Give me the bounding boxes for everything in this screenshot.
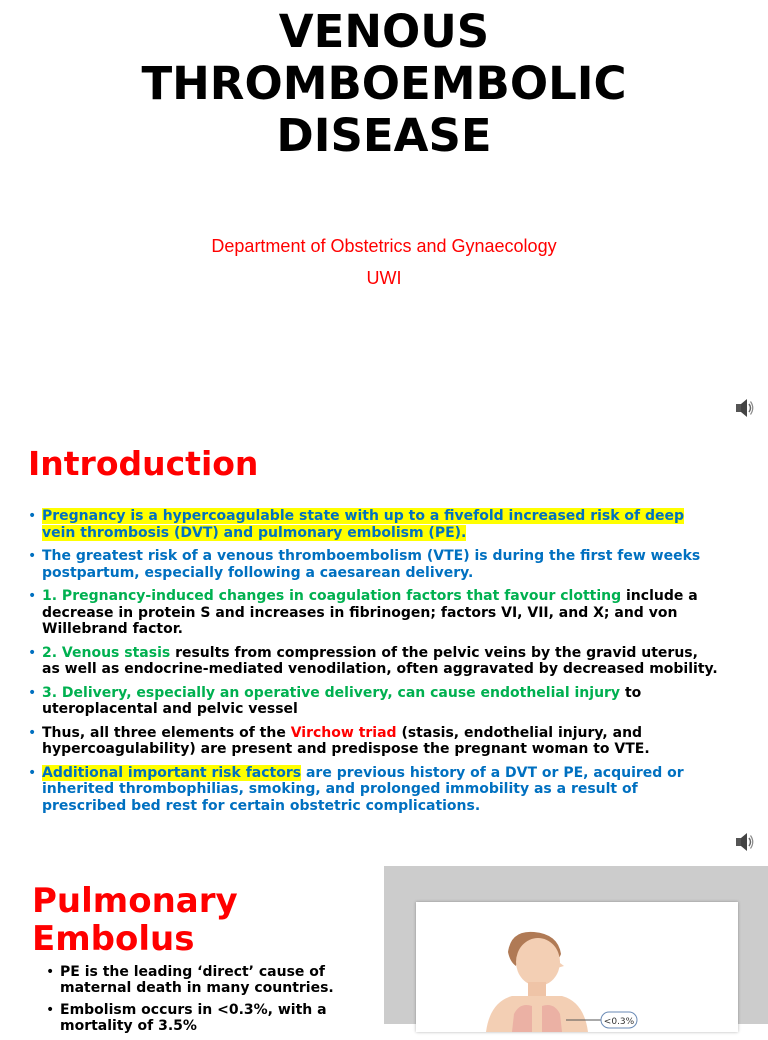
list-item: • 1. Pregnancy-induced changes in coagulation factors that favour clotting include a decrease in protein S and increases in fibrinogen; factors VI, VII, and X; and von Willebrand factor. [28, 588, 698, 637]
list-item: • 2. Venous stasis results from compression of the pelvic veins by the gravid uterus, as well as endocrine-mediated venodilation, often aggravated by decreased mobility. [28, 644, 718, 677]
list-item: • 3. Delivery, especially an operative delivery, can cause endothelial injury to uteroplacental and pelvic vessel [28, 684, 642, 717]
title-line: THROMBOEMBOLIC [141, 57, 627, 110]
bullet-text: Thus, all three elements of the [42, 724, 286, 741]
bullet-text: Virchow triad [290, 724, 397, 741]
bullet-text: Pregnancy is a hypercoagulable state with up to a fivefold increased risk of deep vein thrombosis (DVT) and pulmonary embolism (PE). [42, 508, 685, 541]
department-name: Department of Obstetrics and Gynaecology [211, 236, 557, 256]
list-item: • PE is the leading ‘direct’ cause of maternal death in many countries. [46, 964, 334, 996]
bullet-text: 2. Venous stasis [42, 644, 171, 661]
subtitle [0, 230, 768, 294]
list-item: • Additional important risk factors are previous history of a DVT or PE, acquired or inherited thrombophilias, smoking, and prolonged immobility as a result of prescribed bed rest for certain obstetric complications. [28, 764, 684, 814]
introduction-slide [0, 432, 768, 864]
slide-heading: Introduction [28, 444, 259, 483]
title-line: VENOUS [278, 5, 490, 58]
torso-illustration [416, 902, 738, 1032]
figure-panel [384, 866, 768, 1027]
bullet-text: are previous history of a DVT or PE, acquired or inherited thrombophilias, smoking, and prolonged immobility as a result of prescribed bed rest for certain obstetric complications. [42, 764, 684, 814]
institution-name: UWI [366, 268, 402, 288]
list-item: • Thus, all three elements of the Virchow triad (stasis, endothelial injury, and hypercoagulability) are present and predispose the pregnant woman to VTE. [28, 724, 650, 757]
bullet-text: include a decrease in protein S and increases in fibrinogen; factors VI, VII, and X; and von Willebrand factor. [42, 588, 698, 637]
bullet-text: PE is the leading ‘direct’ cause of maternal death in many countries. [60, 964, 334, 996]
bullet-text: The greatest risk of a venous thromboembolism (VTE) is during the first few weeks postpartum, especially following a caesarean delivery. [42, 548, 701, 581]
bullet-list [46, 964, 346, 1040]
bullet-text: Additional important risk factors [42, 764, 302, 781]
bullet-text: 1. Pregnancy-induced changes in coagulation factors that favour clotting [42, 588, 622, 604]
title-slide [0, 0, 768, 424]
bullet-text: (stasis, endothelial injury, and hypercoagulability) are present and predispose the pregnant woman to VTE. [42, 724, 650, 757]
anatomy-figure [416, 902, 738, 1032]
figure-label: <0.3% [603, 1017, 635, 1027]
speaker-icon[interactable] [735, 832, 755, 852]
bullet-text: to uteroplacental and pelvic vessel [42, 684, 642, 717]
title-line: DISEASE [276, 109, 492, 162]
bullet-text: Embolism occurs in <0.3%, with a mortality of 3.5% [60, 1002, 327, 1034]
pulmonary-embolus-slide [0, 866, 768, 1034]
list-item: • The greatest risk of a venous thromboembolism (VTE) is during the first few weeks postpartum, especially following a caesarean delivery. [28, 548, 701, 581]
bullet-list [28, 508, 718, 821]
slide-title [0, 6, 768, 162]
speaker-icon[interactable] [735, 398, 755, 418]
bullet-text: 3. Delivery, especially an operative delivery, can cause endothelial injury [42, 684, 621, 701]
slide-heading: Pulmonary Embolus [32, 881, 238, 959]
bullet-text: results from compression of the pelvic veins by the gravid uterus, as well as endocrine-mediated venodilation, often aggravated by decreased mobility. [42, 644, 718, 677]
list-item: • Embolism occurs in <0.3%, with a mortality of 3.5% [46, 1002, 327, 1034]
list-item: • Pregnancy is a hypercoagulable state with up to a fivefold increased risk of deep vein thrombosis (DVT) and pulmonary embolism (PE). [28, 508, 685, 541]
